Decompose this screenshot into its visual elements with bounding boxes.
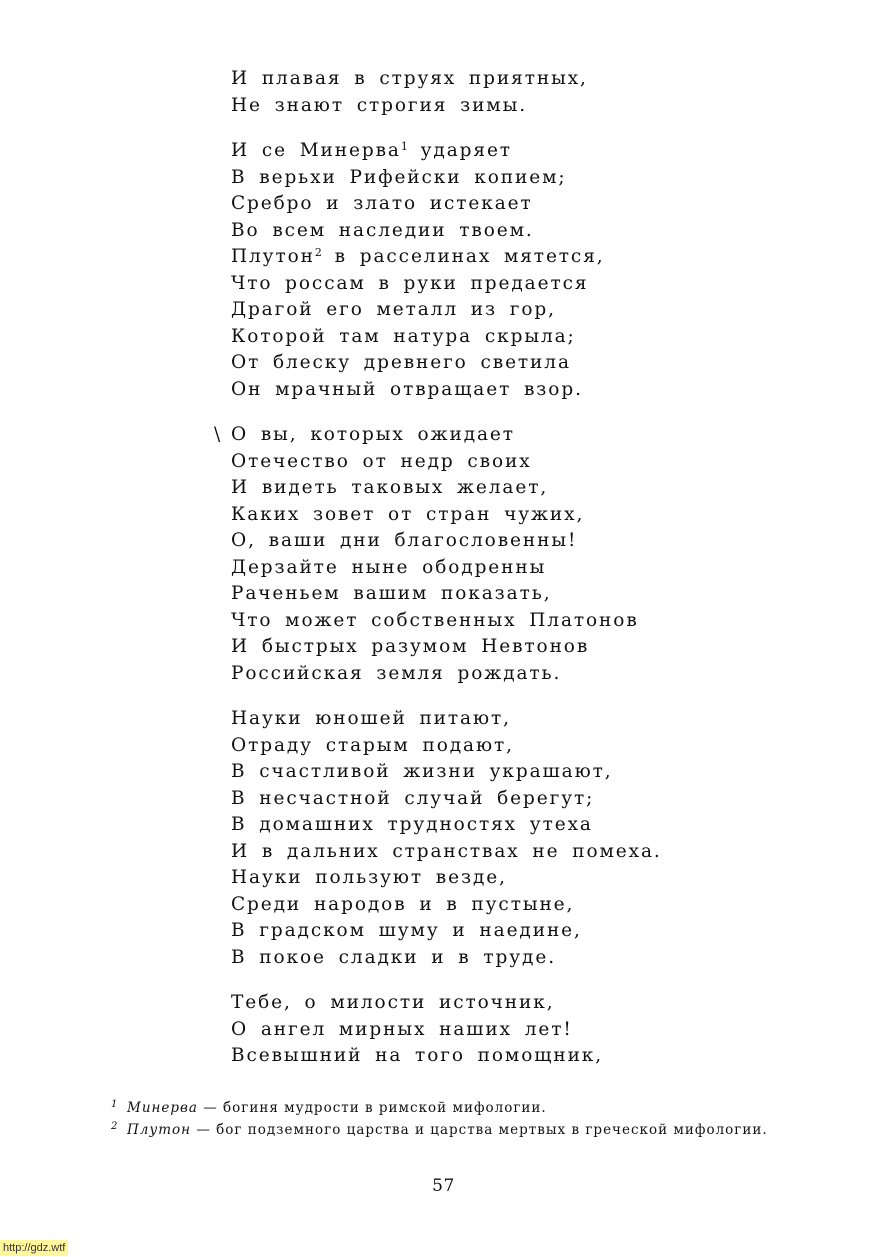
footnote-ref[interactable]: 1 (400, 140, 408, 153)
line-text: И плавая в струях приятных, (231, 68, 588, 89)
poem-line (231, 475, 791, 502)
line-text: О, ваши дни благословенны! (231, 530, 578, 551)
line-text: Всевышний на того помощник, (231, 1045, 604, 1066)
line-text: В счастливой жизни украшают, (231, 761, 613, 782)
line-text: Сребро и злато истекает (231, 193, 533, 214)
poem-line (231, 918, 791, 945)
poem-line (231, 528, 791, 555)
line-text: О вы, которых ожидает (231, 424, 515, 445)
line-text: И се Минерва (231, 140, 401, 161)
footnote-body (127, 1119, 779, 1141)
poem-line (231, 449, 791, 476)
stanza (214, 422, 791, 687)
line-text: Во всем наследии твоем. (231, 219, 534, 241)
page-number: 57 (432, 1176, 455, 1196)
line-text: В домашних трудностях утеха (231, 814, 593, 835)
line-text: Отечество от недр своих (231, 450, 532, 472)
poem-line (231, 377, 791, 404)
poem-line (231, 990, 791, 1017)
stanza (231, 990, 791, 1070)
line-text: Тебе, о милости источник, (231, 992, 555, 1013)
line-text: Драгой его металл из гор, (231, 299, 556, 320)
line-text: И в дальних странствах не помеха. (231, 840, 662, 862)
source-link[interactable]: http://gdz.wtf (0, 1240, 68, 1256)
poem-line (231, 244, 791, 271)
poem-line (231, 892, 791, 919)
line-text: Что россам в руки предается (231, 272, 589, 294)
line-lead-mark: \ (214, 424, 223, 445)
line-text-continued: в расселинах мятется, (321, 246, 605, 267)
poem-line (214, 422, 791, 449)
poem-line (231, 66, 791, 93)
poem-line (231, 555, 791, 582)
poem-line (231, 138, 791, 165)
line-text: От блеску древнего светила (231, 352, 571, 373)
line-text: Дерзайте ныне ободренны (231, 556, 547, 578)
line-text: Не знают строгия зимы. (231, 94, 527, 116)
line-text: В градском шуму и наедине, (231, 920, 582, 941)
poem-line (231, 608, 791, 635)
stanza (231, 706, 791, 971)
poem-line (231, 812, 791, 839)
footnote-1 (111, 1097, 779, 1119)
poem-line (231, 324, 791, 351)
line-text: Каких зовет от стран чужих, (231, 503, 585, 525)
footnote-text: — бог подземного царства и царства мертвых в греческой мифологии. (191, 1122, 768, 1138)
line-text: Он мрачный отвращает взор. (231, 378, 583, 400)
poem-line (231, 297, 791, 324)
line-text: В несчастной случай берегут; (231, 787, 595, 809)
poem-line (231, 661, 791, 688)
line-text: О ангел мирных наших лет! (231, 1018, 573, 1040)
line-text: Которой там натура скрыла; (231, 325, 576, 347)
line-text: Российская земля рождать. (231, 662, 562, 684)
poem-line (231, 865, 791, 892)
poem-line (231, 350, 791, 377)
footnote-2 (111, 1119, 779, 1141)
poem-line (231, 1043, 791, 1070)
poem-line (231, 165, 791, 192)
poem-line (231, 786, 791, 813)
poem-line (231, 1017, 791, 1044)
line-text: В покое сладки и в труде. (231, 946, 556, 968)
stanza (231, 138, 791, 403)
poem-line (231, 945, 791, 972)
line-text: Отраду старым подают, (231, 734, 514, 756)
poem-line (231, 191, 791, 218)
poem-line (231, 759, 791, 786)
footnote-term: Минерва (127, 1100, 198, 1116)
poem-line (231, 706, 791, 733)
footnotes (111, 1097, 779, 1141)
line-text: Раченьем вашим показать, (231, 583, 552, 604)
poem-line (231, 502, 791, 529)
line-text: Среди народов и в пустыне, (231, 893, 575, 915)
poem-line (231, 93, 791, 120)
footnote-text: — богиня мудрости в римской мифологии. (197, 1100, 547, 1116)
footnote-body (127, 1097, 779, 1119)
line-text: Плутон (231, 246, 315, 267)
stanza (231, 66, 791, 119)
footnote-term: Плутон (127, 1122, 192, 1138)
footnote-ref[interactable]: 2 (314, 246, 322, 259)
poem-line (231, 271, 791, 298)
poem-line (231, 839, 791, 866)
poem (214, 66, 791, 1089)
poem-line (231, 733, 791, 760)
poem-line (231, 634, 791, 661)
line-text: В верьхи Рифейски копием; (231, 166, 567, 188)
line-text-continued: ударяет (407, 140, 512, 161)
footnote-number: 1 (111, 1099, 119, 1110)
footnote-number: 2 (111, 1121, 119, 1132)
line-text: Что может собственных Платонов (231, 609, 639, 631)
line-text: И видеть таковых желает, (231, 477, 549, 498)
line-text: И быстрых разумом Невтонов (231, 636, 590, 657)
poem-line (231, 581, 791, 608)
line-text: Науки юношей питают, (231, 708, 511, 729)
poem-line (231, 218, 791, 245)
line-text: Науки пользуют везде, (231, 867, 507, 888)
